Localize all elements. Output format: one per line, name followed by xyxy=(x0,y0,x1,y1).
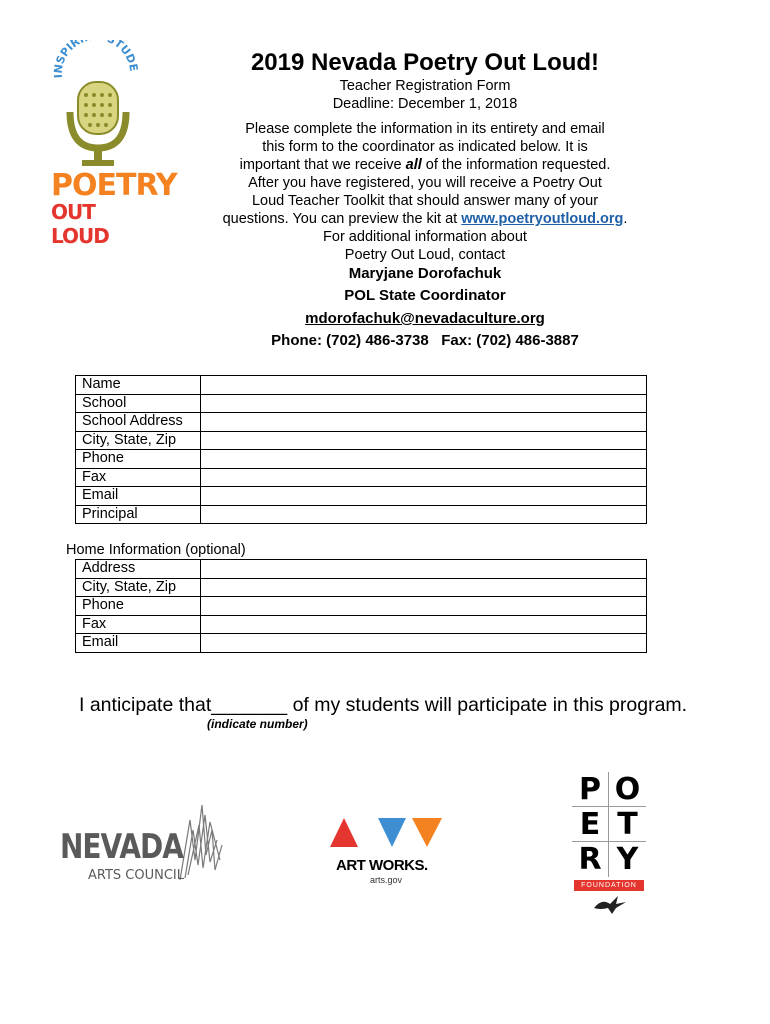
home-fax-field[interactable] xyxy=(201,615,647,634)
row-label: City, State, Zip xyxy=(76,578,201,597)
toolkit-link[interactable]: www.poetryoutloud.org xyxy=(461,211,624,227)
letter-y: Y xyxy=(616,842,639,877)
row-label: Phone xyxy=(76,450,201,469)
row-label: Name xyxy=(76,376,201,395)
poetry-out-loud-logo xyxy=(40,40,177,248)
school-address-field[interactable] xyxy=(201,413,647,432)
fax-field[interactable] xyxy=(201,468,647,487)
coordinator-role: POL State Coordinator xyxy=(344,287,506,304)
letter-e: E xyxy=(572,807,609,842)
nevada-wordmark: NEVADA xyxy=(60,826,183,867)
intro-line-4: After you have registered, you will receive a Poetry Out xyxy=(248,175,602,191)
row-label: Fax xyxy=(76,468,201,487)
row-label: Principal xyxy=(76,505,201,524)
poetry-word: POETRY xyxy=(51,168,177,203)
intro-line-3-post: of the information requested. xyxy=(421,157,611,173)
intro-emphasis: all xyxy=(405,157,422,173)
row-label: School xyxy=(76,394,201,413)
letter-r: R xyxy=(572,842,609,877)
home-email-field[interactable] xyxy=(201,634,647,653)
intro-line-3-pre: important that we receive xyxy=(239,157,406,173)
intro-line-6 xyxy=(185,210,665,228)
table-row xyxy=(76,560,647,579)
foundation-band: FOUNDATION xyxy=(574,880,644,891)
intro-line-2: this form to the coordinator as indicated below. It is xyxy=(262,139,588,155)
table-row xyxy=(76,487,647,506)
name-field[interactable] xyxy=(201,376,647,395)
art-works-wordmark: ART WORKS. xyxy=(336,857,428,874)
form-subtitle: Teacher Registration Form xyxy=(339,78,511,94)
pegasus-icon xyxy=(592,894,628,916)
table-row xyxy=(76,597,647,616)
row-label: Email xyxy=(76,634,201,653)
row-label: Phone xyxy=(76,597,201,616)
intro-line-7: For additional information about xyxy=(323,229,527,245)
coordinator-phone-fax: Phone: (702) 486-3738 Fax: (702) 486-3887 xyxy=(271,332,579,349)
principal-field[interactable] xyxy=(201,505,647,524)
intro-line-8: Poetry Out Loud, contact xyxy=(344,247,506,263)
home-info-table xyxy=(75,559,647,653)
art-works-logo xyxy=(326,815,446,895)
table-row xyxy=(76,505,647,524)
arts-council-wordmark: ARTS COUNCIL xyxy=(88,868,185,883)
letter-p: P xyxy=(572,772,609,807)
page-title: 2019 Nevada Poetry Out Loud! xyxy=(250,49,600,76)
deadline: Deadline: December 1, 2018 xyxy=(332,96,518,112)
svg-text:INSPIRING STUDENTS xyxy=(40,40,140,79)
row-label: School Address xyxy=(76,413,201,432)
coordinator-email[interactable]: mdorofachuk@nevadaculture.org xyxy=(305,310,545,327)
school-info-table xyxy=(75,375,647,524)
phone-field[interactable] xyxy=(201,450,647,469)
home-address-field[interactable] xyxy=(201,560,647,579)
poetry-foundation-logo xyxy=(572,772,646,917)
indicate-number-hint: (indicate number) xyxy=(207,717,308,731)
microphone-icon xyxy=(40,40,155,170)
table-row xyxy=(76,468,647,487)
city-state-zip-field[interactable] xyxy=(201,431,647,450)
row-label: City, State, Zip xyxy=(76,431,201,450)
arts-gov-text: arts.gov xyxy=(370,875,403,885)
school-field[interactable] xyxy=(201,394,647,413)
row-label: Fax xyxy=(76,615,201,634)
table-row xyxy=(76,578,647,597)
intro-line-6-post: . xyxy=(623,211,628,227)
table-row xyxy=(76,615,647,634)
home-city-state-zip-field[interactable] xyxy=(201,578,647,597)
email-field[interactable] xyxy=(201,487,647,506)
row-label: Email xyxy=(76,487,201,506)
row-label: Address xyxy=(76,560,201,579)
home-phone-field[interactable] xyxy=(201,597,647,616)
table-row xyxy=(76,394,647,413)
intro-line-3 xyxy=(190,156,660,174)
intro-line-6-pre: questions. You can preview the kit at xyxy=(222,211,462,227)
table-row xyxy=(76,431,647,450)
table-row xyxy=(76,634,647,653)
table-row xyxy=(76,450,647,469)
intro-line-5: Loud Teacher Toolkit that should answer many of your xyxy=(251,193,599,209)
anticipate-statement: I anticipate that_______ of my students will participate in this program. xyxy=(79,694,688,716)
letter-t: T xyxy=(609,807,646,842)
out-loud-word: OUT LOUD xyxy=(51,200,109,248)
inspiring-students-text: INSPIR TUDE xyxy=(51,40,141,79)
home-info-label: Home Information (optional) xyxy=(66,542,246,558)
triangles-icon xyxy=(326,815,446,851)
intro-line-1: Please complete the information in its entirety and email xyxy=(245,121,605,137)
table-row xyxy=(76,413,647,432)
table-row xyxy=(76,376,647,395)
nevada-arts-council-logo xyxy=(60,800,235,890)
letter-o: O xyxy=(609,772,646,807)
coordinator-name: Maryjane Dorofachuk xyxy=(348,265,502,282)
